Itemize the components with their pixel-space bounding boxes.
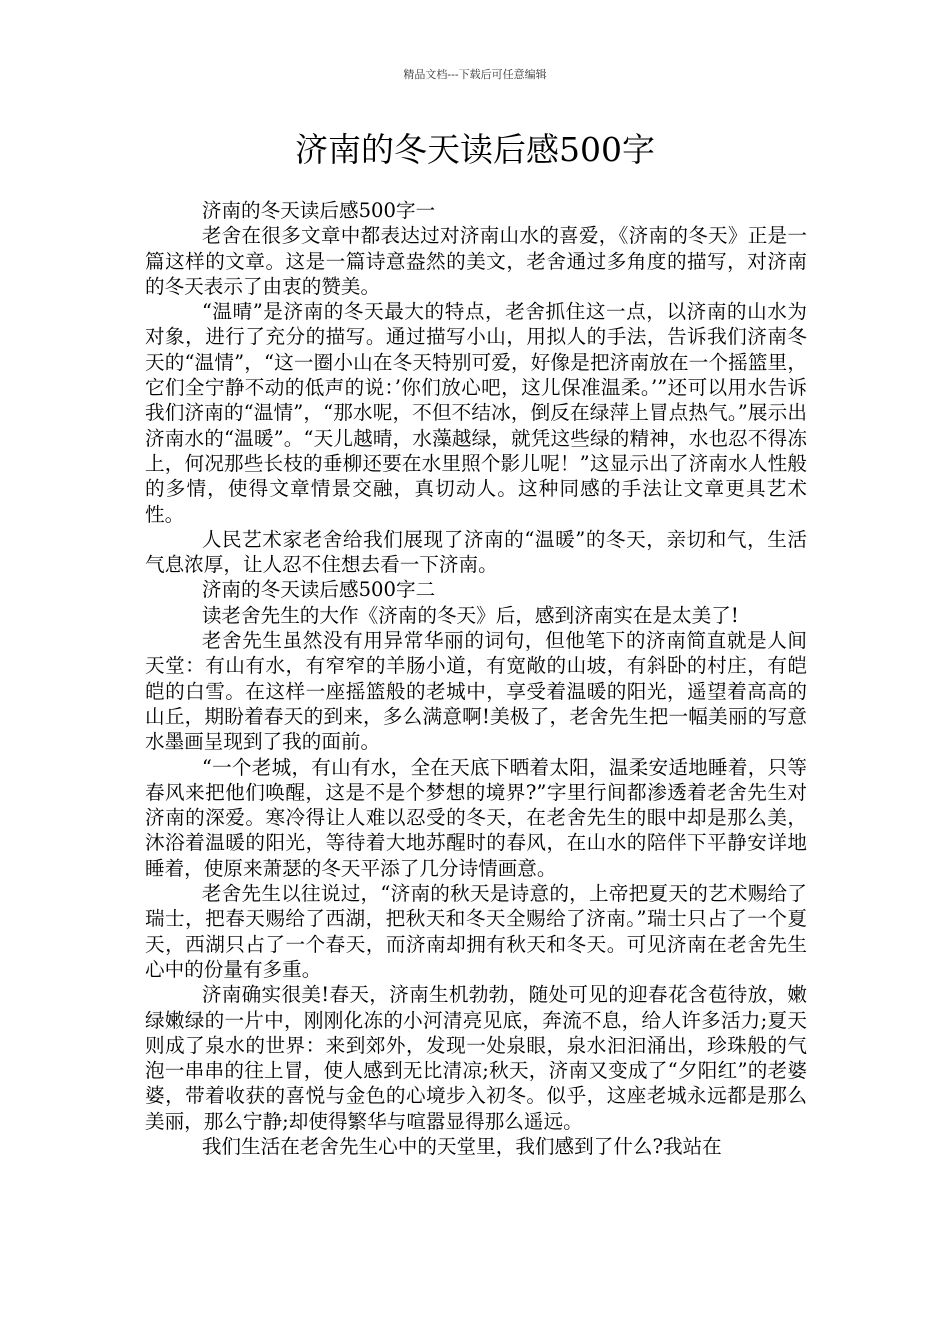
paragraph: 老舍在很多文章中都表达过对济南山水的喜爱，《济南的冬天》正是一篇这样的文章。这是一篇诗意盎然的美文，老舍通过多角度的描写，对济南的冬天表示了由衷的赞美。 <box>145 224 807 298</box>
page-header: 精品文档---下载后可任意编辑 <box>403 68 547 81</box>
paragraph: “温晴”是济南的冬天最大的特点，老舍抓住这一点，以济南的山水为对象，进行了充分的描写。通过描写小山，用拟人的手法，告诉我们济南冬天的“温情”，“这一圈小山在冬天特别可爱，好像是把济南放在一个摇篮里，它们全宁静不动的低声的说：’你们放心吧，这儿保准温柔。’”还可以用水告诉我们济南的“温情”，“那水呢，不但不结冰，倒反在绿萍上冒点热气。”展示出济南水的“温暖”。“天儿越晴，水藻越绿，就凭这些绿的精神，水也忍不得冻上，何况那些长枝的垂柳还要在水里照个影儿呢！”这显示出了济南水人性般的多情，使得文章情景交融，真切动人。这种同感的手法让文章更具艺术性。 <box>145 300 807 526</box>
paragraph: 我们生活在老舍先生心中的天堂里，我们感到了什么?我站在 <box>201 1134 722 1158</box>
section-heading-2: 济南的冬天读后感500字二 <box>201 578 436 602</box>
paragraph: 老舍先生以往说过，“济南的秋天是诗意的，上帝把夏天的艺术赐给了瑞士，把春天赐给了西湖，把秋天和冬天全赐给了济南。”瑞士只占了一个夏天，西湖只占了一个春天，而济南却拥有秋天和冬天。可见济南在老舍先生心中的份量有多重。 <box>145 882 807 981</box>
paragraph: 老舍先生虽然没有用异常华丽的词句，但他笔下的济南简直就是人间天堂：有山有水，有窄窄的羊肠小道，有宽敞的山坡，有斜卧的村庄，有皑皑的白雪。在这样一座摇篮般的老城中，享受着温暖的阳光，遥望着高高的山丘，期盼着春天的到来，多么满意啊!美极了，老舍先生把一幅美丽的写意水墨画呈现到了我的面前。 <box>145 629 807 754</box>
document-title: 济南的冬天读后感500字 <box>295 130 655 169</box>
paragraph: 人民艺术家老舍给我们展现了济南的“温暖”的冬天，亲切和气，生活气息浓厚，让人忍不住想去看一下济南。 <box>145 527 807 577</box>
paragraph: 读老舍先生的大作《济南的冬天》后，感到济南实在是太美了! <box>201 603 739 627</box>
document-body <box>145 198 807 1159</box>
section-heading-1: 济南的冬天读后感500字一 <box>201 199 436 222</box>
paragraph: 济南确实很美!春天，济南生机勃勃，随处可见的迎春花含苞待放，嫩绿嫩绿的一片中，刚刚化冻的小河清亮见底，奔流不息，给人许多活力;夏天则成了泉水的世界：来到郊外，发现一处泉眼，泉水汩汩涌出，珍珠般的气泡一串串的往上冒，使人感到无比清凉;秋天，济南又变成了“夕阳红”的老婆婆，带着收获的喜悦与金色的心境步入初冬。似乎，这座老城永远都是那么美丽，那么宁静;却使得繁华与喧嚣显得那么遥远。 <box>145 983 807 1133</box>
paragraph: “一个老城，有山有水，全在天底下晒着太阳，温柔安适地睡着，只等春风来把他们唤醒，这是不是个梦想的境界?”字里行间都渗透着老舍先生对济南的深爱。寒冷得让人难以忍受的冬天，在老舍先生的眼中却是那么美，沐浴着温暖的阳光，等待着大地苏醒时的春风，在山水的陪伴下平静安详地睡着，使原来萧瑟的冬天平添了几分诗情画意。 <box>145 755 807 880</box>
